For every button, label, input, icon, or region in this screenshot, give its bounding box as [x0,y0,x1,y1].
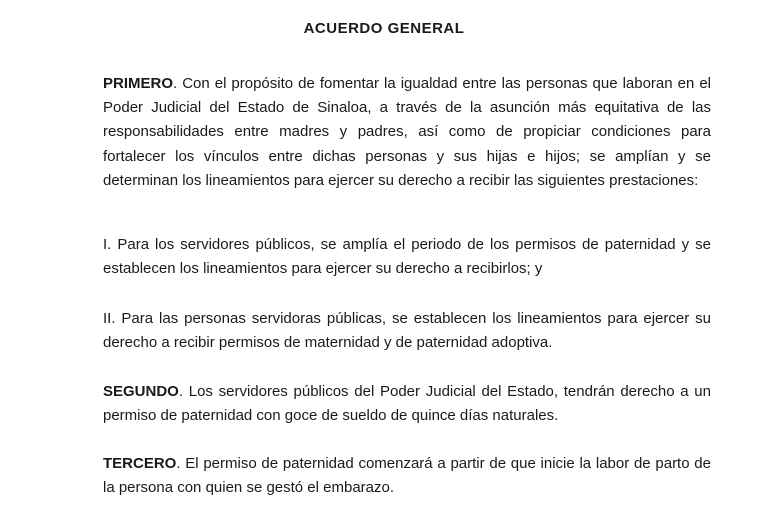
document-title: ACUERDO GENERAL [303,20,465,37]
paragraph-lead: SEGUNDO [103,383,179,400]
paragraph-primero [103,72,711,193]
paragraph-segundo [103,380,711,428]
paragraph-text: . El permiso de paternidad comenzará a partir de que inicie la labor de parto de la persona con quien se gestó el embarazo. [103,455,711,497]
paragraph-text: . Con el propósito de fomentar la igualdad entre las personas que laboran en el Poder Judicial del Estado de Sinaloa, a través de la asunción más equitativa de las responsabilidades entre madres y padres, así como de propiciar condiciones para fortalecer los vínculos entre dichas personas y sus hijas e hijos; se amplían y se determinan los lineamientos para ejercer su derecho a recibir las siguientes prestaciones: [103,75,711,189]
paragraph-lead: TERCERO [103,455,177,472]
paragraph-text: II. Para las personas servidoras públicas, se establecen los lineamientos para ejercer su derecho a recibir permisos de maternidad y de paternidad adoptiva. [103,310,711,352]
paragraph-tercero [103,452,711,500]
paragraph-text: I. Para los servidores públicos, se amplía el periodo de los permisos de paternidad y se establecen los lineamientos para ejercer su derecho a recibirlos; y [103,236,711,278]
paragraph-text: . Los servidores públicos del Poder Judicial del Estado, tendrán derecho a un permiso de paternidad con goce de sueldo de quince días naturales. [103,383,711,425]
paragraph-item-i [103,233,711,281]
paragraph-item-ii [103,307,711,355]
paragraph-lead: PRIMERO [103,75,174,92]
